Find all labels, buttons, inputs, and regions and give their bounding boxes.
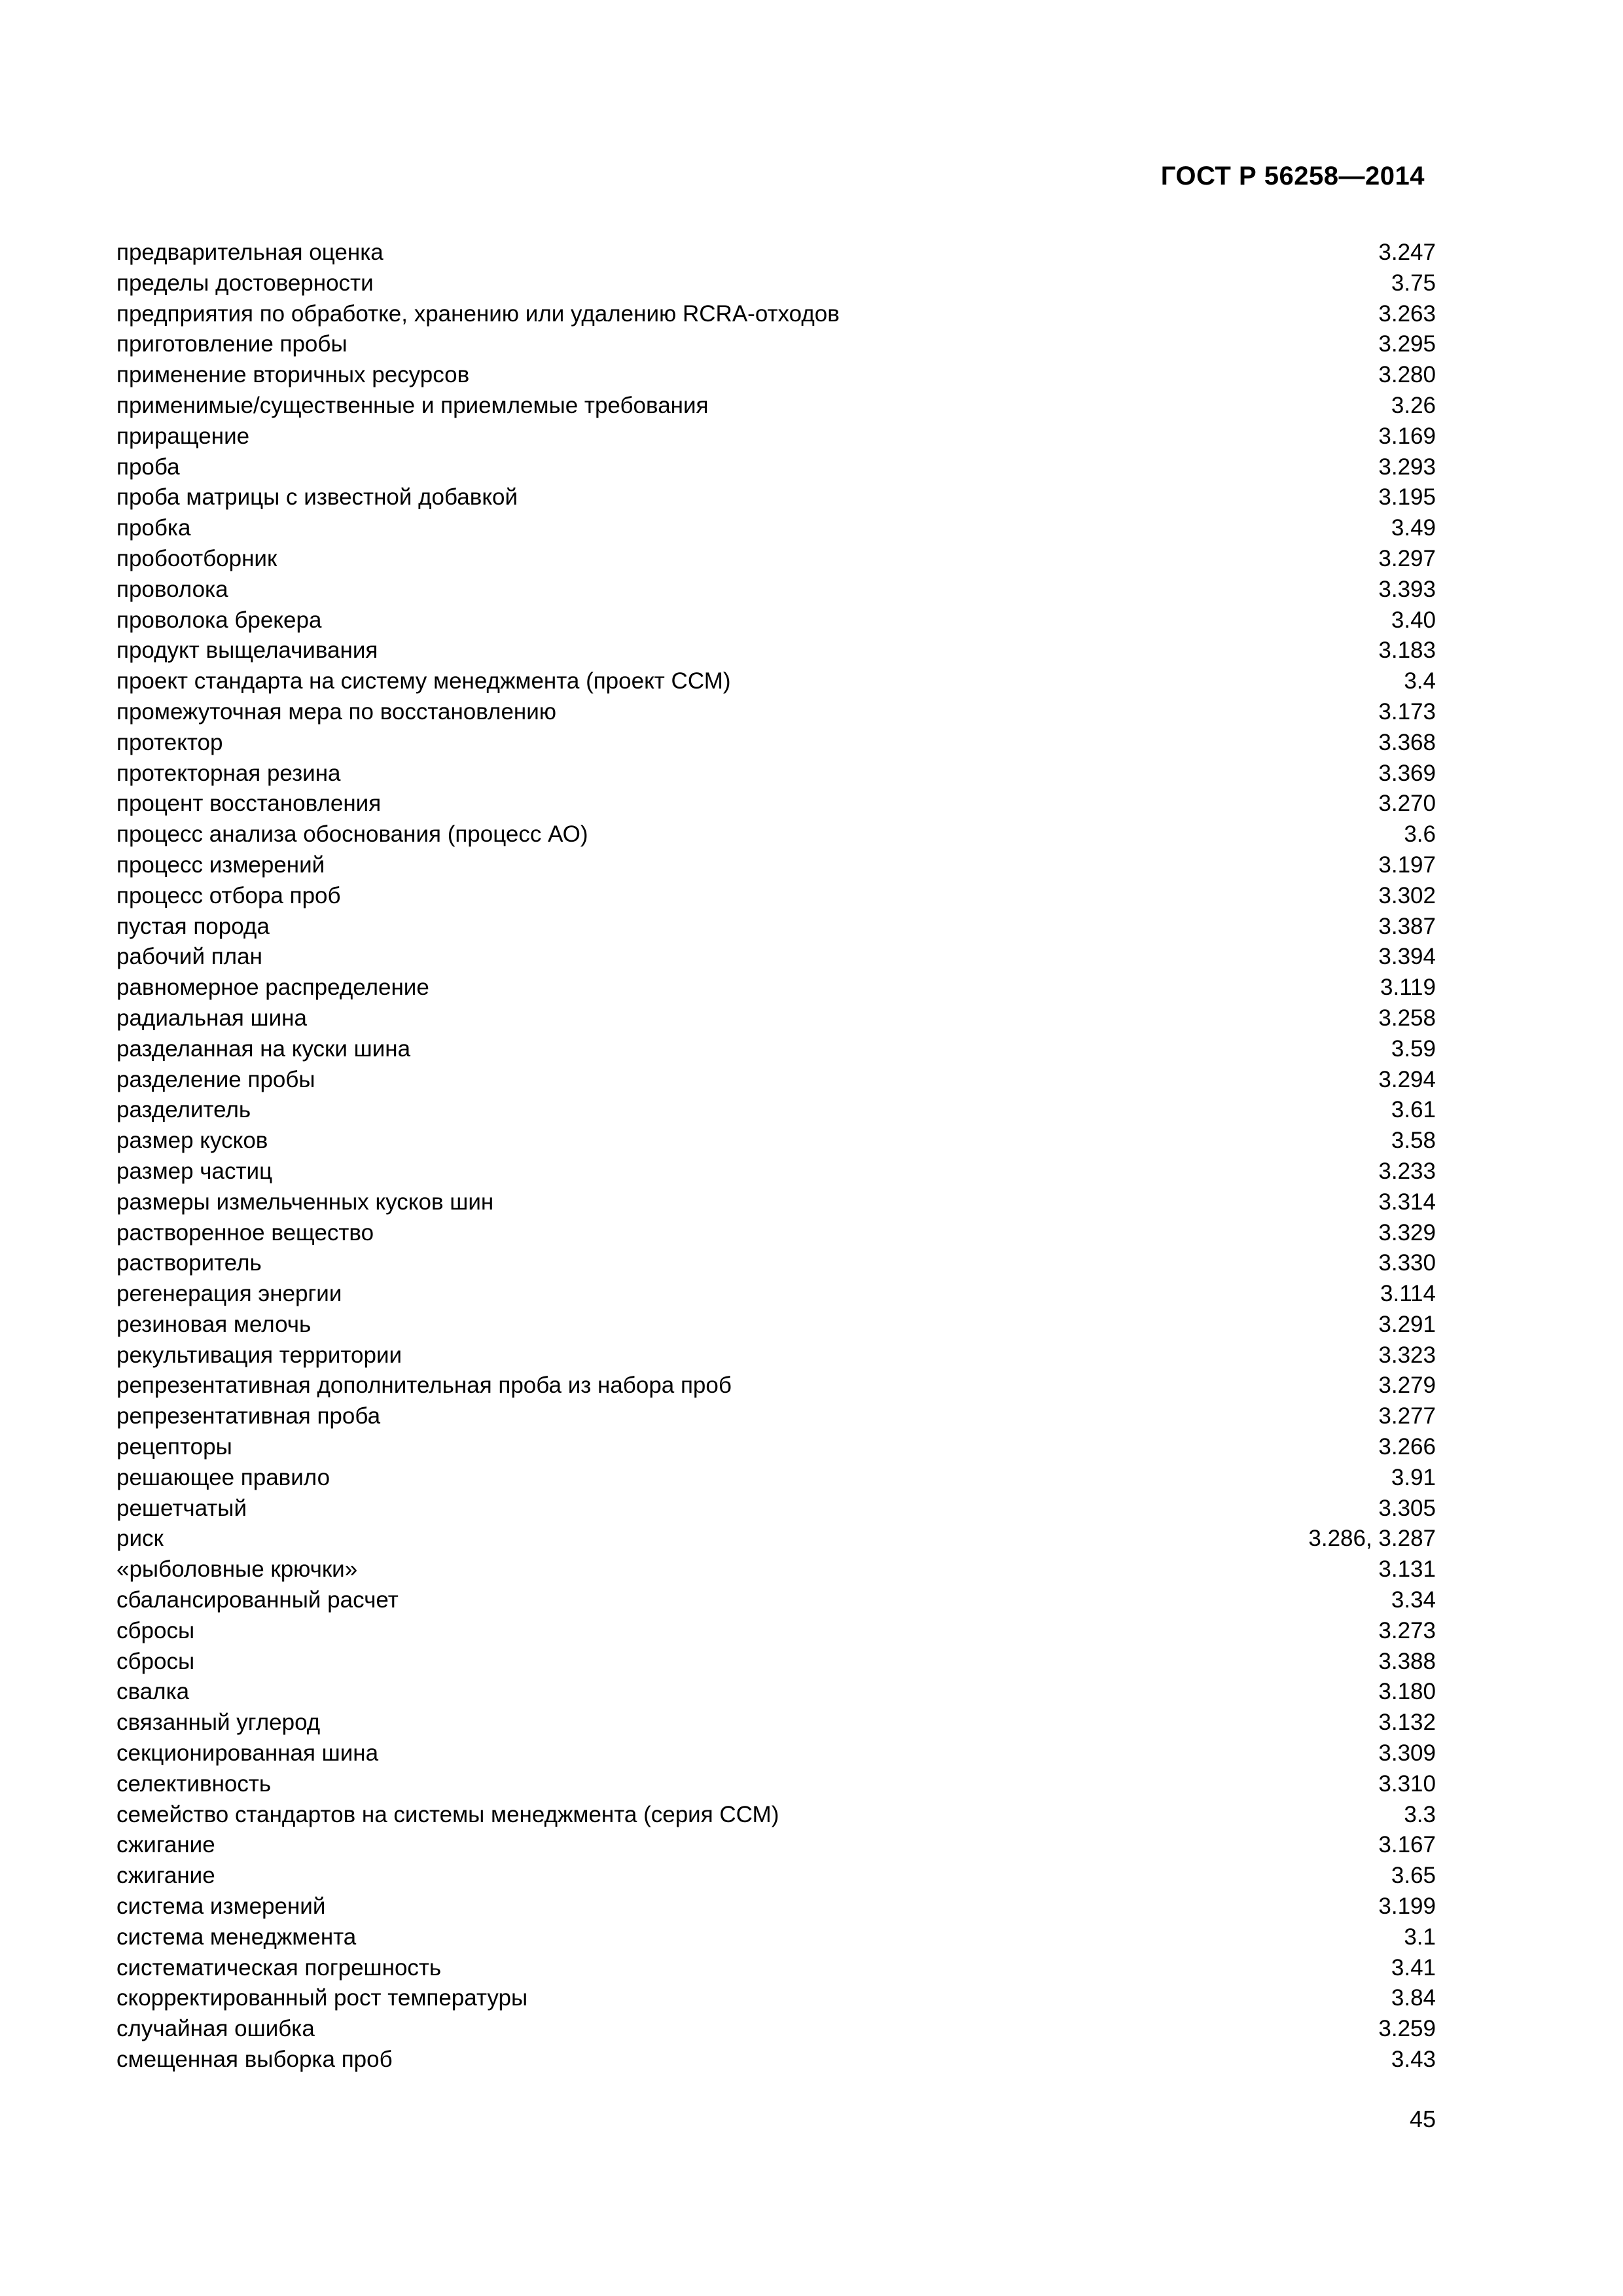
index-reference-number: 3.393 (1378, 576, 1436, 602)
index-reference-number: 3.167 (1378, 1832, 1436, 1858)
index-term: предварительная оценка (116, 240, 383, 265)
index-entry (116, 1279, 1436, 1310)
index-entry (116, 1983, 1436, 2014)
index-reference-number: 3.266 (1378, 1434, 1436, 1460)
index-reference-number: 3.114 (1380, 1281, 1436, 1307)
index-term: пробоотборник (116, 545, 277, 571)
index-term: промежуточная мера по восстановлению (116, 698, 557, 725)
index-entry (116, 1922, 1436, 1953)
index-reference-number: 3.259 (1378, 2016, 1436, 2042)
index-reference-number: 3.34 (1391, 1587, 1436, 1613)
index-term: растворитель (116, 1250, 262, 1276)
page-number: 45 (1409, 2106, 1436, 2132)
index-reference-number: 3.91 (1391, 1464, 1436, 1490)
index-entry (116, 1310, 1436, 1340)
index-term: предприятия по обработке, хранению или удалению RCRA-отходов (116, 300, 840, 327)
index-entry (116, 1401, 1436, 1432)
index-reference-number: 3.329 (1378, 1219, 1436, 1246)
index-term: свалка (116, 1679, 190, 1705)
index-entry (116, 329, 1436, 360)
index-term: «рыболовные крючки» (116, 1556, 358, 1583)
index-term: селективность (116, 1770, 272, 1797)
index-entry (116, 1616, 1436, 1647)
index-term: проволока (116, 576, 228, 602)
index-term: репрезентативная дополнительная проба из набора проб (116, 1372, 732, 1399)
index-reference-number: 3.279 (1378, 1372, 1436, 1399)
index-term: сбалансированный расчет (116, 1587, 399, 1613)
index-entry (116, 728, 1436, 759)
index-term: протектор (116, 729, 223, 755)
index-reference-number: 3.309 (1378, 1740, 1436, 1767)
index-entry (116, 1157, 1436, 1187)
index-entry (116, 1677, 1436, 1708)
index-entry (116, 1003, 1436, 1034)
index-term: применение вторичных ресурсов (116, 362, 470, 388)
index-entry (116, 1126, 1436, 1157)
index-entry (116, 1432, 1436, 1463)
index-entry (116, 1524, 1436, 1554)
index-term: решетчатый (116, 1495, 247, 1521)
index-reference-number: 3.247 (1378, 240, 1436, 265)
index-term: процесс отбора проб (116, 882, 341, 908)
index-term: сжигание (116, 1832, 215, 1858)
index-reference-number: 3.26 (1391, 392, 1436, 418)
index-term: проект стандарта на систему менеджмента (проект ССМ) (116, 668, 731, 694)
index-entry (116, 1800, 1436, 1831)
index-reference-number: 3.131 (1378, 1556, 1436, 1583)
index-entry (116, 299, 1436, 330)
index-reference-number: 3.197 (1378, 852, 1436, 878)
index-entry (116, 1830, 1436, 1861)
index-term: процент восстановления (116, 791, 382, 817)
index-term: пустая порода (116, 913, 270, 939)
index-entry (116, 1494, 1436, 1524)
index-term: пределы достоверности (116, 270, 374, 296)
index-reference-number: 3.280 (1378, 362, 1436, 388)
index-entry (116, 1738, 1436, 1769)
index-term: разделение пробы (116, 1066, 315, 1092)
index-reference-number: 3.195 (1378, 484, 1436, 511)
index-reference-number: 3.323 (1378, 1342, 1436, 1368)
index-reference-number: 3.291 (1378, 1311, 1436, 1337)
index-entry (116, 2014, 1436, 2045)
index-entry (116, 391, 1436, 422)
index-reference-number: 3.310 (1378, 1770, 1436, 1797)
index-term: скорректированный рост температуры (116, 1985, 528, 2011)
index-reference-number: 3.41 (1391, 1954, 1436, 1981)
index-entry (116, 850, 1436, 881)
index-reference-number: 3.119 (1380, 975, 1436, 1001)
index-reference-number: 3.65 (1391, 1863, 1436, 1889)
index-term: рекультивация территории (116, 1342, 402, 1368)
index-term: репрезентативная проба (116, 1403, 381, 1429)
index-entry (116, 1861, 1436, 1892)
index-term: разделитель (116, 1097, 251, 1123)
index-term: риск (116, 1526, 164, 1552)
index-reference-number: 3.297 (1378, 545, 1436, 571)
index-reference-number: 3.294 (1378, 1066, 1436, 1092)
index-entry (116, 697, 1436, 728)
index-reference-number: 3.305 (1378, 1495, 1436, 1521)
index-reference-number: 3.286, 3.287 (1308, 1526, 1436, 1552)
standard-code-header: ГОСТ Р 56258—2014 (1160, 162, 1425, 190)
index-reference-number: 3.293 (1378, 454, 1436, 480)
index-entry (116, 912, 1436, 942)
index-term: система измерений (116, 1893, 326, 1920)
index-reference-number: 3.302 (1378, 882, 1436, 908)
index-reference-number: 3.270 (1378, 791, 1436, 817)
index-term: размер кусков (116, 1128, 268, 1154)
index-reference-number: 3.199 (1378, 1893, 1436, 1920)
index-entry (116, 759, 1436, 789)
index-reference-number: 3.40 (1391, 607, 1436, 633)
index-term: сбросы (116, 1648, 195, 1674)
index-term: радиальная шина (116, 1005, 307, 1031)
index-entry (116, 1034, 1436, 1065)
index-entry (116, 452, 1436, 483)
index-term: рецепторы (116, 1434, 232, 1460)
index-term: процесс анализа обоснования (процесс АО) (116, 821, 588, 848)
index-term: растворенное вещество (116, 1219, 374, 1246)
index-reference-number: 3.173 (1378, 698, 1436, 725)
index-term: проба (116, 454, 180, 480)
index-term: протекторная резина (116, 760, 341, 786)
index-reference-number: 3.43 (1391, 2047, 1436, 2073)
index-reference-number: 3.180 (1378, 1679, 1436, 1705)
index-reference-number: 3.58 (1391, 1128, 1436, 1154)
index-term: резиновая мелочь (116, 1311, 312, 1337)
index-reference-number: 3.314 (1378, 1189, 1436, 1215)
index-entry (116, 1187, 1436, 1218)
index-entry (116, 1953, 1436, 1984)
index-entry (116, 360, 1436, 391)
index-entry (116, 1769, 1436, 1800)
index-entry (116, 482, 1436, 513)
index-term: процесс измерений (116, 852, 325, 878)
index-reference-number: 3.6 (1404, 821, 1436, 848)
index-reference-number: 3.330 (1378, 1250, 1436, 1276)
index-entry (116, 1647, 1436, 1677)
index-reference-number: 3.295 (1378, 331, 1436, 357)
index-reference-number: 3.368 (1378, 729, 1436, 755)
index-entry (116, 1585, 1436, 1616)
index-entry (116, 636, 1436, 666)
index-term: систематическая погрешность (116, 1954, 442, 1981)
index-reference-number: 3.258 (1378, 1005, 1436, 1031)
index-term: случайная ошибка (116, 2016, 315, 2042)
index-entry (116, 789, 1436, 819)
index-entry (116, 575, 1436, 605)
index-entry (116, 973, 1436, 1003)
index-term: система менеджмента (116, 1924, 357, 1950)
index-entry (116, 1218, 1436, 1249)
index-entry (116, 1340, 1436, 1371)
index-entry (116, 513, 1436, 544)
index-term: приращение (116, 423, 250, 449)
index-reference-number: 3.388 (1378, 1648, 1436, 1674)
index-reference-number: 3.387 (1378, 913, 1436, 939)
index-reference-number: 3.49 (1391, 515, 1436, 541)
index-reference-number: 3.84 (1391, 1985, 1436, 2011)
index-entry (116, 1065, 1436, 1096)
index-term: приготовление пробы (116, 331, 348, 357)
index-term: регенерация энергии (116, 1281, 342, 1307)
index-reference-number: 3.1 (1404, 1924, 1436, 1950)
index-reference-number: 3.263 (1378, 300, 1436, 327)
index-reference-number: 3.277 (1378, 1403, 1436, 1429)
index-reference-number: 3.75 (1391, 270, 1436, 296)
index-entry (116, 1248, 1436, 1279)
index-reference-number: 3.169 (1378, 423, 1436, 449)
index-reference-number: 3.61 (1391, 1097, 1436, 1123)
index-entry (116, 1554, 1436, 1585)
index-reference-number: 3.59 (1391, 1035, 1436, 1062)
index-reference-number: 3.233 (1378, 1158, 1436, 1184)
index-term: разделанная на куски шина (116, 1035, 411, 1062)
index-term: проба матрицы с известной добавкой (116, 484, 518, 511)
index-reference-number: 3.132 (1378, 1710, 1436, 1736)
index-reference-number: 3.183 (1378, 637, 1436, 664)
index-term: сбросы (116, 1617, 195, 1643)
index-entry (116, 881, 1436, 912)
index-entry (116, 238, 1436, 268)
index-term: сжигание (116, 1863, 215, 1889)
index-reference-number: 3.4 (1404, 668, 1436, 694)
index-entry (116, 1095, 1436, 1126)
index-reference-number: 3.3 (1404, 1801, 1436, 1827)
index-reference-number: 3.273 (1378, 1617, 1436, 1643)
index-entry (116, 544, 1436, 575)
index-term: размер частиц (116, 1158, 273, 1184)
index-term: применимые/существенные и приемлемые требования (116, 392, 709, 418)
index-term: решающее правило (116, 1464, 330, 1490)
index-entry (116, 422, 1436, 452)
index-entry (116, 1708, 1436, 1738)
alphabetical-index-list (116, 238, 1436, 2075)
index-entry (116, 1371, 1436, 1401)
index-term: продукт выщелачивания (116, 637, 378, 664)
index-term: размеры измельченных кусков шин (116, 1189, 494, 1215)
index-entry (116, 942, 1436, 973)
index-term: секционированная шина (116, 1740, 379, 1767)
index-entry (116, 605, 1436, 636)
index-entry (116, 1463, 1436, 1494)
index-entry (116, 819, 1436, 850)
index-term: равномерное распределение (116, 975, 429, 1001)
index-reference-number: 3.369 (1378, 760, 1436, 786)
index-term: смещенная выборка проб (116, 2047, 393, 2073)
index-term: семейство стандартов на системы менеджмента (серия ССМ) (116, 1801, 779, 1827)
index-term: проволока брекера (116, 607, 322, 633)
index-term: рабочий план (116, 944, 262, 970)
index-term: связанный углерод (116, 1710, 321, 1736)
index-entry (116, 1892, 1436, 1922)
index-reference-number: 3.394 (1378, 944, 1436, 970)
index-term: пробка (116, 515, 191, 541)
index-entry (116, 268, 1436, 299)
index-entry (116, 666, 1436, 697)
index-entry (116, 2045, 1436, 2075)
